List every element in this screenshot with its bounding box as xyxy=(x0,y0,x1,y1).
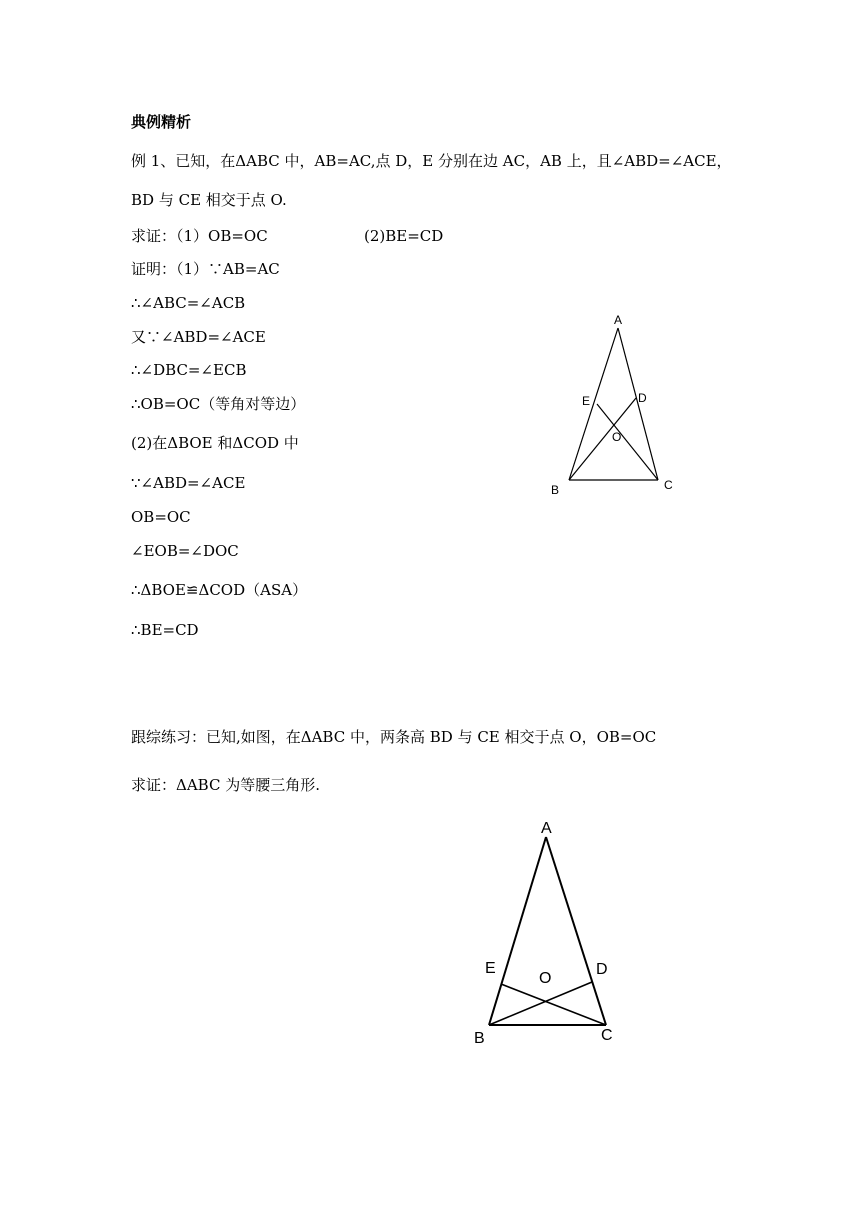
side-ab xyxy=(489,837,546,1025)
label-d: D xyxy=(596,961,608,978)
proof-line: ∠EOB=∠DOC xyxy=(131,542,239,560)
proof-line: ∴ΔBOE≌ΔCOD（ASA） xyxy=(131,581,308,599)
proof-line: ∴∠DBC=∠ECB xyxy=(131,361,247,379)
proof-line: ∵∠ABD=∠ACE xyxy=(131,474,246,492)
label-b: B xyxy=(551,483,560,497)
figure-exercise-triangle xyxy=(460,810,640,1054)
label-a: A xyxy=(541,820,552,837)
proof-line: ∴OB=OC（等角对等边） xyxy=(131,395,306,413)
label-o: O xyxy=(539,970,552,987)
label-d: D xyxy=(638,391,647,405)
segment-bd xyxy=(489,982,592,1025)
proof-line: 又∵∠ABD=∠ACE xyxy=(131,328,266,346)
figure-example-triangle xyxy=(540,305,690,509)
side-ab xyxy=(569,328,618,480)
prove-statement-part2: (2)BE=CD xyxy=(364,227,444,245)
proof-line: OB=OC xyxy=(131,508,191,526)
section-heading: 典例精析 xyxy=(131,113,192,131)
segment-ce xyxy=(597,404,658,480)
segment-ce xyxy=(501,984,606,1025)
label-c: C xyxy=(664,478,673,492)
example-statement-line2: BD 与 CE 相交于点 O. xyxy=(131,191,287,209)
proof-line: 证明：（1）∵AB=AC xyxy=(131,260,280,278)
triangle-diagram-1 xyxy=(540,305,690,505)
label-e: E xyxy=(582,394,591,408)
exercise-statement-line2: 求证：ΔABC 为等腰三角形. xyxy=(131,776,320,794)
label-a: A xyxy=(614,313,623,327)
exercise-statement-line1: 跟综练习：已知,如图，在ΔABC 中，两条高 BD 与 CE 相交于点 O，OB=OC xyxy=(131,728,657,746)
proof-line: ∴BE=CD xyxy=(131,621,199,639)
label-e: E xyxy=(485,960,496,977)
label-o: O xyxy=(612,430,622,444)
example-statement-line1: 例 1、已知，在ΔABC 中，AB=AC,点 D，E 分别在边 AC，AB 上，且∠ABD=∠ACE， xyxy=(131,152,732,170)
prove-statement-part1: 求证：（1）OB=OC xyxy=(131,227,268,245)
proof-line: ∴∠ABC=∠ACB xyxy=(131,294,246,312)
triangle-diagram-2 xyxy=(460,810,640,1050)
label-b: B xyxy=(474,1030,485,1047)
proof-line: (2)在ΔBOE 和ΔCOD 中 xyxy=(131,434,299,452)
label-c: C xyxy=(601,1027,613,1044)
